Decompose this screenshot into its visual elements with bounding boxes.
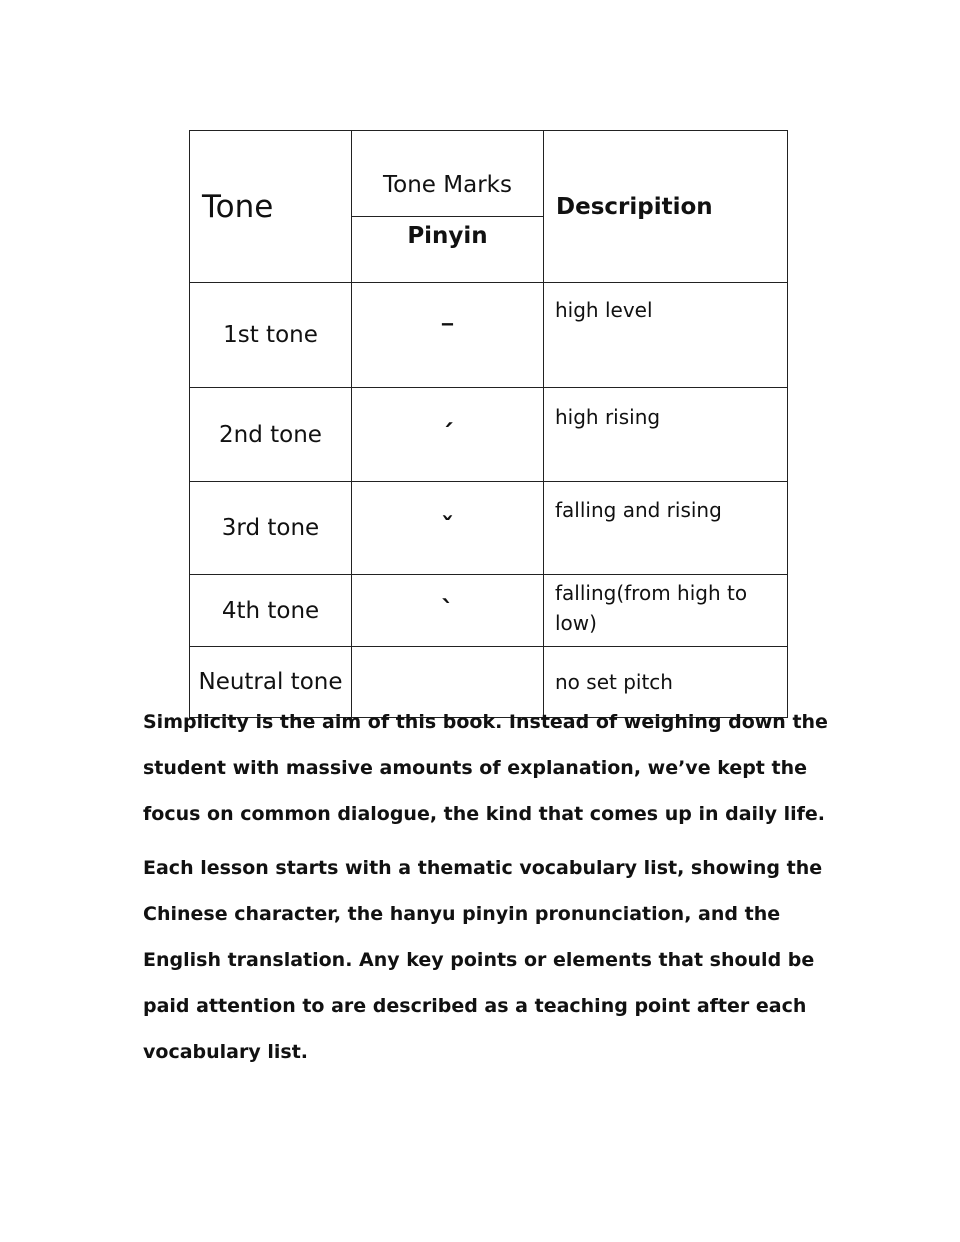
tone-table	[189, 130, 788, 718]
table-row	[190, 388, 788, 482]
paragraph-line: focus on common dialogue, the kind that comes up in daily life.	[143, 803, 825, 825]
tone-mark-cell	[352, 575, 544, 647]
tone-name: 2nd tone	[190, 388, 352, 482]
tone-mark: ˊ	[441, 419, 454, 450]
tone-description: falling(from high to low)	[544, 575, 788, 647]
tone-name: 3rd tone	[190, 482, 352, 575]
header-tone-marks: Tone Marks	[352, 131, 543, 217]
table-row	[190, 283, 788, 388]
paragraph-line: Each lesson starts with a thematic vocabulary list, showing the	[143, 857, 823, 879]
tone-description: high rising	[544, 388, 788, 482]
header-pinyin: Pinyin	[407, 223, 488, 249]
paragraph-line: Chinese character, the hanyu pinyin pronunciation, and the	[143, 903, 781, 925]
table-row	[190, 482, 788, 575]
tone-description: falling and rising	[544, 482, 788, 575]
table-header-row	[190, 131, 788, 283]
header-description: Descripition	[544, 131, 788, 283]
tone-mark: ˇ	[441, 513, 454, 543]
paragraph-line: vocabulary list.	[143, 1041, 308, 1063]
tone-name: 4th tone	[190, 575, 352, 647]
paragraph-line: Simplicity is the aim of this book. Instead of weighing down the	[143, 711, 828, 733]
tone-mark-cell	[352, 482, 544, 575]
paragraph-line: English translation. Any key points or elements that should be	[143, 949, 815, 971]
header-tone: Tone	[190, 131, 352, 283]
tone-description: high level	[544, 283, 788, 388]
header-marks-cell	[352, 131, 544, 283]
paragraph-intro	[143, 699, 828, 837]
table-row	[190, 575, 788, 647]
tone-mark: ˉ	[438, 320, 457, 350]
tone-name: 1st tone	[190, 283, 352, 388]
tone-mark: ˋ	[441, 595, 454, 626]
tone-mark-cell	[352, 283, 544, 388]
tone-name: Neutral tone	[190, 647, 352, 718]
paragraph-line: paid attention to are described as a teaching point after each	[143, 995, 807, 1017]
tone-mark-cell	[352, 388, 544, 482]
tone-description: no set pitch	[544, 647, 788, 718]
paragraph-line: student with massive amounts of explanation, we’ve kept the	[143, 757, 807, 779]
paragraph-lessons	[143, 845, 823, 1075]
